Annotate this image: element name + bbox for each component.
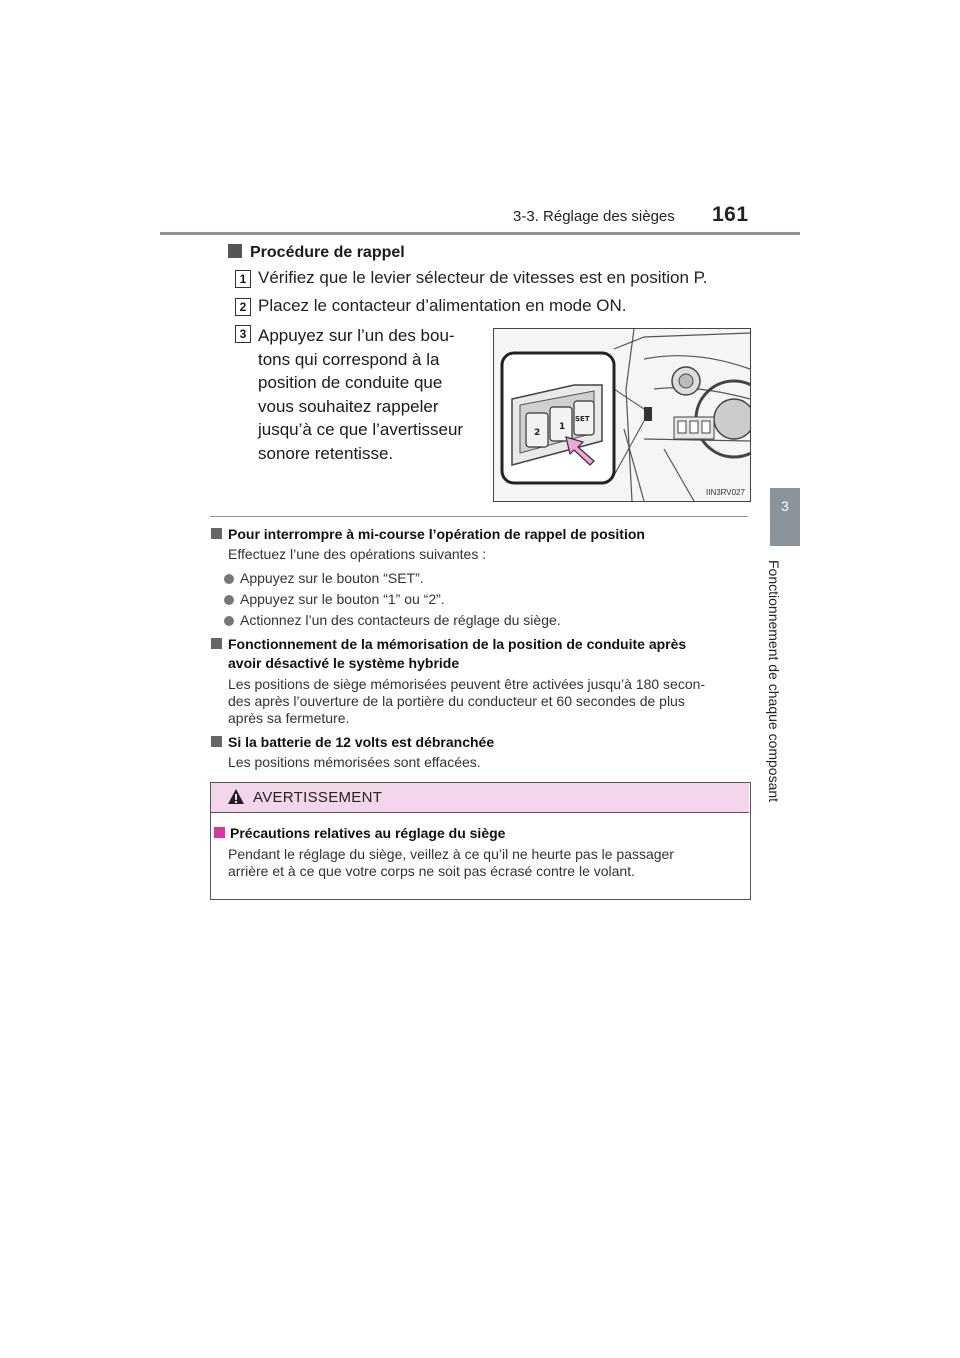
square-bullet-icon (211, 528, 222, 539)
chapter-side-label-box (762, 560, 802, 810)
chapter-tab-number: 3 (781, 498, 789, 514)
note-title-line (211, 636, 751, 652)
bullet-text: Appuyez sur le bouton “SET”. (240, 570, 424, 586)
warning-heading (214, 825, 505, 841)
step3-line: sonore retentisse. (258, 443, 394, 463)
step-number-1: 1 (235, 270, 251, 288)
step3-line: vous souhaitez rappeler (258, 396, 439, 416)
memory-button-illustration (493, 328, 751, 502)
dashboard-drawing (494, 329, 750, 501)
bullet-dot-icon (224, 616, 234, 626)
header-rule (160, 232, 800, 235)
chapter-tab (770, 488, 800, 546)
bullet-text: Actionnez l’un des contacteurs de réglage du siège. (240, 612, 561, 628)
step3-line: tons qui correspond à la (258, 349, 440, 369)
warning-triangle-icon (227, 788, 245, 810)
note-title-text: Fonctionnement de la mémorisation de la position de conduite après (228, 636, 687, 652)
bullet-item (224, 591, 445, 607)
step-number-3: 3 (235, 325, 251, 343)
bullet-dot-icon (224, 595, 234, 605)
warning-title: AVERTISSEMENT (253, 789, 383, 806)
note-heading (211, 636, 751, 652)
illustration-code: IIN3RV027 (706, 488, 745, 497)
running-header-section: 3-3. Réglage des sièges (513, 208, 675, 225)
note-text: Effectuez l’une des opérations suivantes : (228, 546, 487, 562)
bullet-dot-icon (224, 574, 234, 584)
bullet-text: Appuyez sur le bouton “1” ou “2”. (240, 591, 445, 607)
note-title: Si la batterie de 12 volts est débranchée (228, 734, 495, 750)
button-label-set: SET (575, 415, 590, 423)
note-title-first (211, 636, 686, 652)
note-line: des après l’ouverture de la portière du conducteur et 60 secondes de plus (228, 693, 685, 709)
warning-heading-text: Précautions relatives au réglage du siège (230, 825, 506, 841)
note-heading (211, 734, 494, 750)
bullet-item (224, 612, 561, 628)
page-number: 161 (712, 203, 749, 226)
step3-line: Appuyez sur l’un des bou- (258, 326, 455, 345)
button-label-1: 1 (559, 422, 566, 432)
procedure-title: Procédure de rappel (250, 244, 405, 261)
step-number-2: 2 (235, 298, 251, 316)
warning-line: arrière et à ce que votre corps ne soit pas écrasé contre le volant. (228, 863, 635, 879)
step-text-3 (258, 326, 478, 487)
note-title: Pour interrompre à mi-course l’opération de rappel de position (228, 526, 645, 542)
chapter-side-label: Fonctionnement de chaque composant (766, 560, 782, 803)
note-text (228, 676, 748, 727)
note-title-line-2: avoir désactivé le système hybride (228, 655, 460, 671)
note-line: après sa fermeture. (228, 710, 350, 726)
warning-line: Pendant le réglage du siège, veillez à ce qu’il ne heurte pas le passager (228, 846, 674, 862)
section-rule (210, 516, 748, 517)
square-bullet-icon (214, 827, 225, 838)
note-text: Les positions mémorisées sont effacées. (228, 754, 481, 770)
warning-text (228, 846, 740, 880)
step-text-2: Placez le contacteur d’alimentation en mode ON. (258, 296, 627, 315)
button-label-2: 2 (534, 428, 541, 438)
note-line: Les positions de siège mémorisées peuvent être activées jusqu’à 180 secon- (228, 676, 706, 692)
step-text-1: Vérifiez que le levier sélecteur de vitesses est en position P. (258, 268, 708, 287)
note-heading (211, 526, 645, 542)
step3-line: position de conduite que (258, 373, 443, 392)
square-bullet-icon (211, 638, 222, 649)
square-bullet-icon (211, 736, 222, 747)
square-bullet-icon (228, 244, 242, 258)
bullet-item (224, 570, 424, 586)
step3-line: jusqu’à ce que l’avertisseur (258, 420, 464, 439)
procedure-heading (228, 244, 405, 262)
